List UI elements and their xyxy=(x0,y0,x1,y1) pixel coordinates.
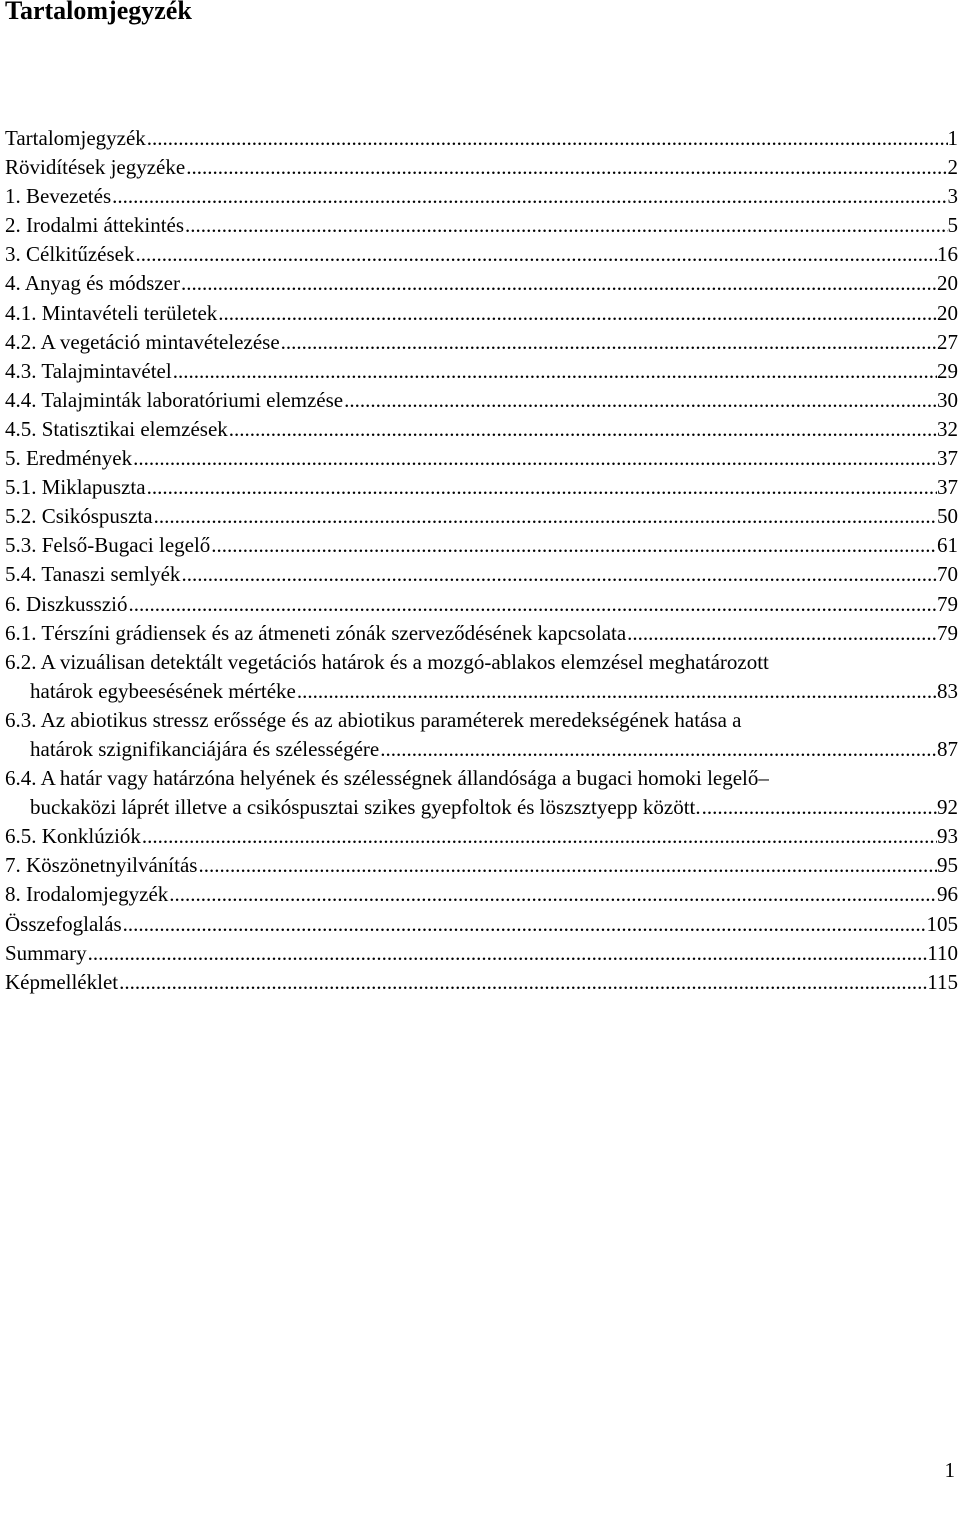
dot-leader xyxy=(210,531,937,560)
dot-leader xyxy=(146,473,937,502)
toc-entry[interactable] xyxy=(5,211,958,240)
dot-leader xyxy=(280,328,937,357)
toc-entry[interactable] xyxy=(5,822,958,851)
toc-entry[interactable] xyxy=(5,153,958,182)
toc-entry-label: 8. Irodalomjegyzék xyxy=(5,882,169,907)
dot-leader xyxy=(128,590,938,619)
toc-entry-page: 16 xyxy=(937,242,958,267)
toc-entry-page: 50 xyxy=(937,504,958,529)
toc-entry-label: 5. Eredmények xyxy=(5,446,133,471)
toc-entry[interactable] xyxy=(5,851,958,880)
toc-entry[interactable] xyxy=(5,648,958,706)
page-number: 1 xyxy=(944,1458,955,1482)
toc-entry[interactable] xyxy=(5,124,958,153)
toc-entry-label: 6.5. Konklúziók xyxy=(5,824,141,849)
toc-entry[interactable] xyxy=(5,182,958,211)
toc-entry-label: Rövidítések jegyzéke xyxy=(5,155,186,180)
toc-entry[interactable] xyxy=(5,968,958,997)
toc-entry-page: 110 xyxy=(927,940,958,965)
toc-entry-page: 115 xyxy=(927,969,958,994)
toc-entry-label-continuation: buckaközi láprét illetve a csikóspusztai szikes gyepfoltok és löszsztyepp között. xyxy=(30,795,701,820)
toc-entry[interactable] xyxy=(5,939,958,968)
toc-entry[interactable] xyxy=(5,560,958,589)
toc-entry-page: 95 xyxy=(937,853,958,878)
page-title: Tartalomjegyzék xyxy=(5,0,192,25)
dot-leader xyxy=(87,939,928,968)
toc-entry-label: 6.3. Az abiotikus stressz erőssége és az abiotikus paraméterek meredekségének hatása a xyxy=(5,707,742,732)
toc-entry-label: Képmelléklet xyxy=(5,969,119,994)
toc-entry[interactable] xyxy=(5,444,958,473)
table-of-contents xyxy=(5,124,958,997)
toc-entry-page: 92 xyxy=(937,795,958,820)
toc-entry-page: 29 xyxy=(937,358,958,383)
toc-entry-page: 20 xyxy=(937,300,958,325)
dot-leader xyxy=(379,735,937,764)
toc-entry[interactable] xyxy=(5,502,958,531)
toc-entry-label: 4.2. A vegetáció mintavételezése xyxy=(5,329,280,354)
dot-leader xyxy=(626,619,937,648)
toc-entry-page: 93 xyxy=(937,824,958,849)
toc-entry-label: Tartalomjegyzék xyxy=(5,126,146,150)
toc-entry-page: 27 xyxy=(937,329,958,354)
dot-leader xyxy=(184,211,947,240)
toc-entry-label: 1. Bevezetés xyxy=(5,184,112,209)
dot-leader xyxy=(111,182,947,211)
toc-entry[interactable] xyxy=(5,590,958,619)
toc-entry-label-continuation: határok szignifikanciájára és szélességére xyxy=(30,736,380,761)
toc-entry-page: 37 xyxy=(937,475,958,500)
toc-entry-page: 87 xyxy=(937,736,958,761)
dot-leader xyxy=(172,357,937,386)
dot-leader xyxy=(197,851,937,880)
toc-entry-page: 79 xyxy=(937,591,958,616)
dot-leader xyxy=(296,677,937,706)
toc-entry-page: 96 xyxy=(937,882,958,907)
toc-entry[interactable] xyxy=(5,880,958,909)
toc-entry-page: 70 xyxy=(937,562,958,587)
dot-leader xyxy=(118,968,927,997)
dot-leader xyxy=(180,560,937,589)
toc-entry-label: 5.3. Felső-Bugaci legelő xyxy=(5,533,211,558)
toc-entry-page: 61 xyxy=(937,533,958,558)
dot-leader xyxy=(180,269,937,298)
toc-entry-label: Összefoglalás xyxy=(5,911,122,936)
toc-entry[interactable] xyxy=(5,357,958,386)
toc-entry-page: 5 xyxy=(947,213,958,238)
toc-entry-label-continuation: határok egybeesésének mértéke xyxy=(30,678,296,703)
dot-leader xyxy=(122,910,927,939)
dot-leader xyxy=(217,299,937,328)
dot-leader xyxy=(134,240,937,269)
toc-entry-label: 2. Irodalmi áttekintés xyxy=(5,213,185,238)
toc-entry-label: 4.4. Talajminták laboratóriumi elemzése xyxy=(5,387,344,412)
toc-entry[interactable] xyxy=(5,619,958,648)
toc-entry-label: 6.1. Térszíni grádiensek és az átmeneti zónák szerveződésének kapcsolata xyxy=(5,620,627,645)
toc-entry-label: 4.5. Statisztikai elemzések xyxy=(5,416,228,441)
toc-entry[interactable] xyxy=(5,764,958,822)
toc-entry-label: Summary xyxy=(5,940,87,965)
toc-entry-label: 6.4. A határ vagy határzóna helyének és szélességnek állandósága a bugaci homoki legelő– xyxy=(5,766,769,791)
dot-leader xyxy=(168,880,937,909)
toc-entry-label: 3. Célkitűzések xyxy=(5,242,135,267)
toc-entry[interactable] xyxy=(5,240,958,269)
toc-entry-label: 6. Diszkusszió xyxy=(5,591,128,616)
dot-leader xyxy=(228,415,937,444)
toc-entry-label: 5.1. Miklapuszta xyxy=(5,475,146,500)
toc-entry-label: 6.2. A vizuálisan detektált vegetációs határok és a mozgó-ablakos elemzésel meghatározott xyxy=(5,649,769,674)
toc-entry-label: 4.1. Mintavételi területek xyxy=(5,300,218,325)
dot-leader xyxy=(153,502,937,531)
toc-entry[interactable] xyxy=(5,473,958,502)
toc-entry[interactable] xyxy=(5,328,958,357)
toc-entry[interactable] xyxy=(5,910,958,939)
dot-leader xyxy=(141,822,937,851)
toc-entry-label: 4.3. Talajmintavétel xyxy=(5,358,172,383)
toc-entry-page: 83 xyxy=(937,678,958,703)
toc-entry-page: 32 xyxy=(937,416,958,441)
toc-entry[interactable] xyxy=(5,299,958,328)
toc-entry[interactable] xyxy=(5,269,958,298)
toc-entry-page: 37 xyxy=(937,446,958,471)
toc-entry[interactable] xyxy=(5,531,958,560)
dot-leader xyxy=(132,444,937,473)
toc-entry-page: 20 xyxy=(937,271,958,296)
toc-entry-label: 5.2. Csikóspuszta xyxy=(5,504,153,529)
toc-entry[interactable] xyxy=(5,386,958,415)
toc-entry-page: 30 xyxy=(937,387,958,412)
toc-entry-page: 79 xyxy=(937,620,958,645)
toc-entry-label: 4. Anyag és módszer xyxy=(5,271,180,296)
dot-leader xyxy=(146,124,948,153)
toc-entry-page: 1 xyxy=(947,126,958,150)
toc-entry[interactable] xyxy=(5,706,958,764)
dot-leader xyxy=(185,153,947,182)
dot-leader xyxy=(343,386,937,415)
toc-entry-label: 7. Köszönetnyilvánítás xyxy=(5,853,198,878)
toc-entry-page: 3 xyxy=(947,184,958,209)
toc-entry-page: 2 xyxy=(947,155,958,180)
dot-leader xyxy=(701,793,937,822)
toc-entry-page: 105 xyxy=(926,911,958,936)
toc-entry-label: 5.4. Tanaszi semlyék xyxy=(5,562,181,587)
toc-entry[interactable] xyxy=(5,415,958,444)
